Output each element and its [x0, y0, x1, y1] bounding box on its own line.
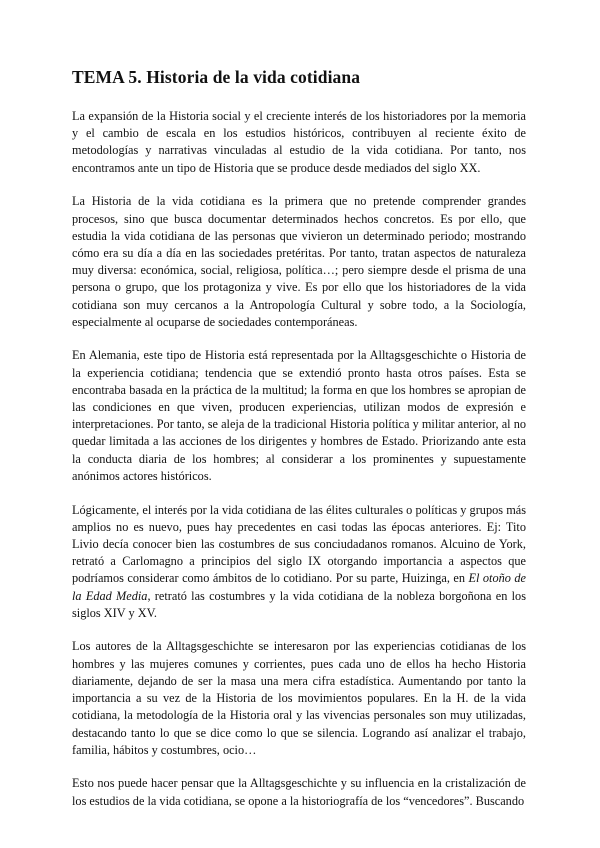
paragraph-precedents-text-end: , retrató las costumbres y la vida cotidiana de la nobleza borgoñona en los siglos XIV y XV. [72, 588, 526, 620]
paragraph-alltagsgeschichte: En Alemania, este tipo de Historia está representada por la Alltagsgeschichte o Historia de la experiencia cotidiana; tendencia que se extendió pronto hasta otros países. Esta se encontraba basada en la práctica de la multitud; la forma en que los hombres se apropian de las condiciones en que viven, producen experiencias, utilizan modos de expresión e interpretaciones. Por tanto, se aleja de la tradicional Historia política y militar anterior, al no quedar limitada a las acciones de los dirigentes y hombres de Estado. Priorizando ante esta la conducta diaria de los hombres; al considerar a los prominentes y supuestamente anónimos actores históricos. [72, 348, 526, 483]
document-page [72, 66, 526, 826]
paragraph-conclusion: Esto nos puede hacer pensar que la Alltagsgeschichte y su influencia en la cristalización de los estudios de la vida cotidiana, se opone a la historiografía de los “vencedores”. Buscando [72, 776, 526, 808]
paragraph-definition: La Historia de la vida cotidiana es la primera que no pretende comprender grandes procesos, sino que busca documentar determinados hechos concretos. Es por ello, que estudia la vida cotidiana de las personas que vivieron un determinado periodo; mostrando cómo era su día a día en las sociedades pretéritas. Por tanto, tratan aspectos de naturaleza muy diversa: económica, social, religiosa, política…; pero siempre desde el prisma de una persona o grupo, que los protagoniza y vive. Es por ello que los historiadores de la vida cotidiana son muy cercanos a la Antropología Cultural y sobre todo, a la Sociología, especialmente al ocuparse de sociedades contemporáneas. [72, 194, 526, 329]
paragraph-precedents-text-start: Lógicamente, el interés por la vida cotidiana de las élites culturales o políticas y grupos más amplios no es nuevo, pues hay precedentes en casi todas las épocas anteriores. Ej: Tito Livio decía conocer bien las costumbres de sus conciudadanos romanos. Alcuino de York, retrató a Carlomagno a principios del siglo IX otorgando importancia a aspectos que podríamos considerar como ámbitos de lo cotidiano. Por su parte, Huizinga, en [72, 502, 526, 586]
paragraph-precedents [72, 502, 526, 622]
paragraph-intro: La expansión de la Historia social y el creciente interés de los historiadores por la memoria y el cambio de escala en los estudios históricos, contribuyen al reciente éxito de metodologías y narrativas vinculadas al estudio de la vida cotidiana. Por tanto, nos encontramos ante un tipo de Historia que se produce desde mediados del siglo XX. [72, 109, 526, 175]
page-title: TEMA 5. Historia de la vida cotidiana [72, 67, 361, 87]
book-title-italic: El otoño de la Edad Media [72, 571, 526, 603]
paragraph-authors: Los autores de la Alltagsgeschichte se interesaron por las experiencias cotidianas de los hombres y las mujeres comunes y corrientes, pues cada uno de ellos ha hecho Historia diariamente, dejando de ser la masa una mera cifra estadística. Aumentando por tanto la importancia a su vez de la Historia de los movimientos populares. En la H. de la vida cotidiana, la metodología de la Historia oral y las vivencias personales son muy utilizadas, destacando tanto lo que se dice como lo que se silencia. Logrando así analizar el trabajo, familia, hábitos y costumbres, ocio… [72, 639, 526, 757]
